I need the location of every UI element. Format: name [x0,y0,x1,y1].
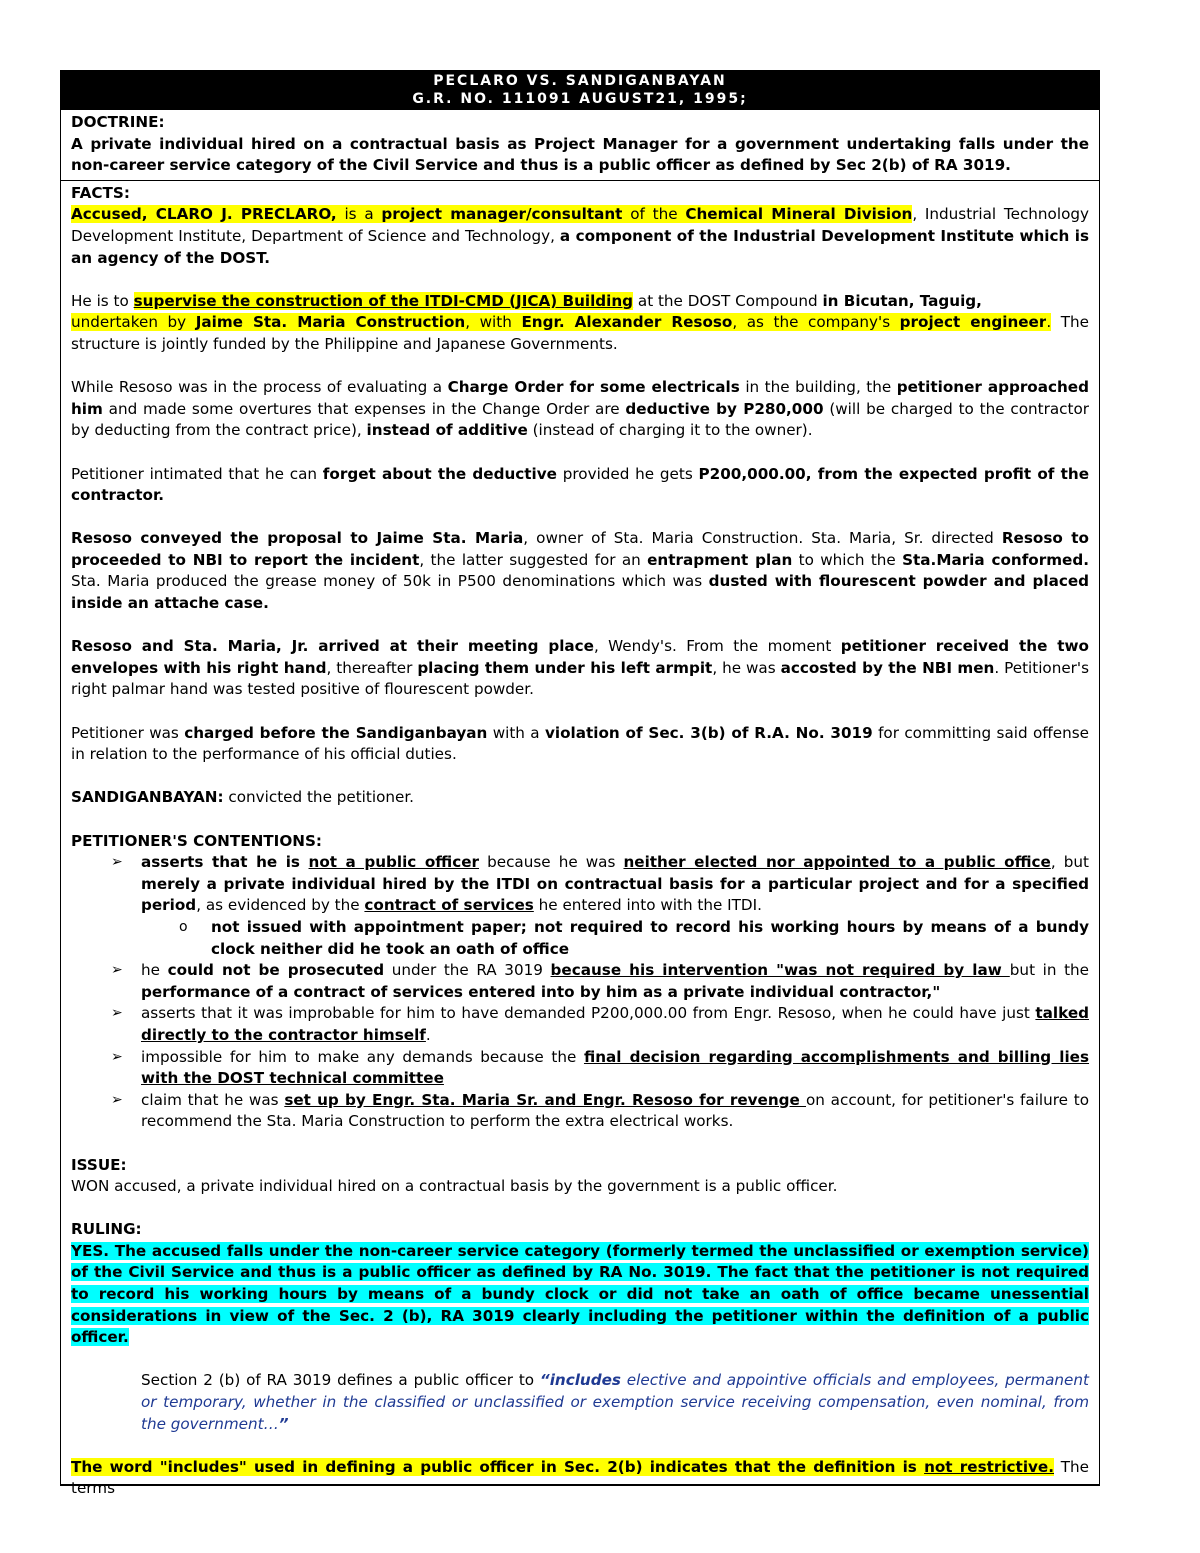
list-item: ➢ asserts that he is not a public officer because he was neither elected nor appointed to a public office, but merely a private individual hired by the ITDI on contractual basis for a particular project and for a specified period, as evidenced by the contract of services he entered into with the ITDI. o not issued with appointment paper; not required to record his working hours by means of a bundy clock neither did he took an oath of office [71,852,1089,960]
sub-list-item: o not issued with appointment paper; not required to record his working hours by means of a bundy clock neither did he took an oath of office [179,917,1089,958]
facts-paragraph: Accused, CLARO J. PRECLARO, is a project manager/consultant of the Chemical Mineral Division, Industrial Technology Development Institute, Department of Science and Technology, a component of the Industrial Development Institute which is an agency of the DOST. [71,205,1090,267]
ruling-label: RULING: [71,1220,142,1239]
case-digest-document [60,70,1100,1498]
doctrine-label: DOCTRINE: [71,113,165,131]
doctrine-text: A private individual hired on a contractual basis as Project Manager for a government undertaking falls under the non-career service category of the Civil Service and thus is a public officer as defined by Sec 2(b) of RA 3019. [71,134,1089,175]
list-item: ➢ claim that he was set up by Engr. Sta. Maria Sr. and Engr. Resoso for revenge on account, for petitioner's failure to recommend the Sta. Maria Construction to perform the extra electrical works. [111,1090,1089,1131]
arrow-bullet-icon: ➢ [111,854,123,871]
case-title: PECLARO VS. SANDIGANBAYAN [433,73,727,89]
sandiganbayan-ruling: SANDIGANBAYAN: convicted the petitioner. [71,788,415,807]
facts-paragraph: Resoso and Sta. Maria, Jr. arrived at their meeting place, Wendy's. From the moment petitioner received the two envelopes with his right hand, thereafter placing them under his left armpit, he was accosted by the NBI men. Petitioner's right palmar hand was tested positive of flourescent powder. [71,637,1090,699]
facts-paragraph: While Resoso was in the process of evaluating a Charge Order for some electricals in the building, the petitioner approached him and made some overtures that expenses in the Change Order are deductive by P280,000 (will be charged to the contractor by deducting from the contract price), instead of additive (instead of charging it to the owner). [71,378,1089,440]
facts-paragraph: Resoso conveyed the proposal to Jaime Sta. Maria, owner of Sta. Maria Construction. Sta. Maria, Sr. directed Resoso to proceeded to NBI to report the incident, the latter suggested for an entrapment plan to which the Sta.Maria conformed. Sta. Maria produced the grease money of 50k in P500 denominations which was dusted with flourescent powder and placed inside an attache case. [71,529,1089,613]
circle-bullet-icon: o [179,918,188,935]
case-citation: G.R. NO. 111091 AUGUST21, 1995; [412,91,748,107]
title-bar [60,70,1100,109]
contentions-list [71,852,1089,1133]
ruling-paragraph: The word "includes" used in defining a public officer in Sec. 2(b) indicates that the definition is not restrictive. The terms [71,1457,1089,1498]
list-item: ➢ asserts that it was improbable for him to have demanded P200,000.00 from Engr. Resoso, when he could have just talked directly to the contractor himself. [111,1004,1089,1044]
facts-paragraph: Petitioner was charged before the Sandiganbayan with a violation of Sec. 3(b) of R.A. No. 3019 for committing said offense in relation to the performance of his official duties. [71,723,1089,764]
issue-text: WON accused, a private individual hired on a contractual basis by the government is a public officer. [71,1177,838,1196]
arrow-bullet-icon: ➢ [111,962,123,979]
doctrine-section [60,109,1100,181]
arrow-bullet-icon: ➢ [111,1048,123,1065]
issue-label: ISSUE: [71,1155,127,1174]
statute-quote: Section 2 (b) of RA 3019 defines a public officer to “includes elective and appointive officials and employees, permanent or temporary, whether in the classified or unclassified or exemption service receiving compensation, even nominal, from the government…” [141,1371,1089,1433]
arrow-bullet-icon: ➢ [111,1005,123,1022]
facts-label: FACTS: [71,183,130,202]
ruling-text: YES. The accused falls under the non-career service category (formerly termed the unclassified or exemption service) of the Civil Service and thus is a public officer as defined by RA No. 3019. The fact that the petitioner is not required to record his working hours by means of a bundy clock or did not take an oath of office became unessential considerations in view of the Sec. 2 (b), RA 3019 clearly including the petitioner within the definition of a public officer. [71,1241,1089,1347]
body-section [60,181,1100,1498]
arrow-bullet-icon: ➢ [111,1091,123,1108]
facts-paragraph: He is to supervise the construction of the ITDI-CMD (JICA) Building at the DOST Compound in Bicutan, Taguig, undertaken by Jaime Sta. Maria Construction, with Engr. Alexander Resoso, as the company's project engineer. The structure is jointly funded by the Philippine and Japanese Governments. [71,291,1089,353]
list-item: ➢ impossible for him to make any demands because the final decision regarding accomplishments and billing lies with the DOST technical committee [111,1047,1090,1088]
facts-paragraph: Petitioner intimated that he can forget about the deductive provided he gets P200,000.00, from the expected profit of the contractor. [71,464,1090,505]
list-item: ➢ he could not be prosecuted under the RA 3019 because his intervention "was not required by law but in the performance of a contract of services entered into by him as a private individual contractor," [111,961,1089,1001]
contentions-label: PETITIONER'S CONTENTIONS: [71,831,322,850]
